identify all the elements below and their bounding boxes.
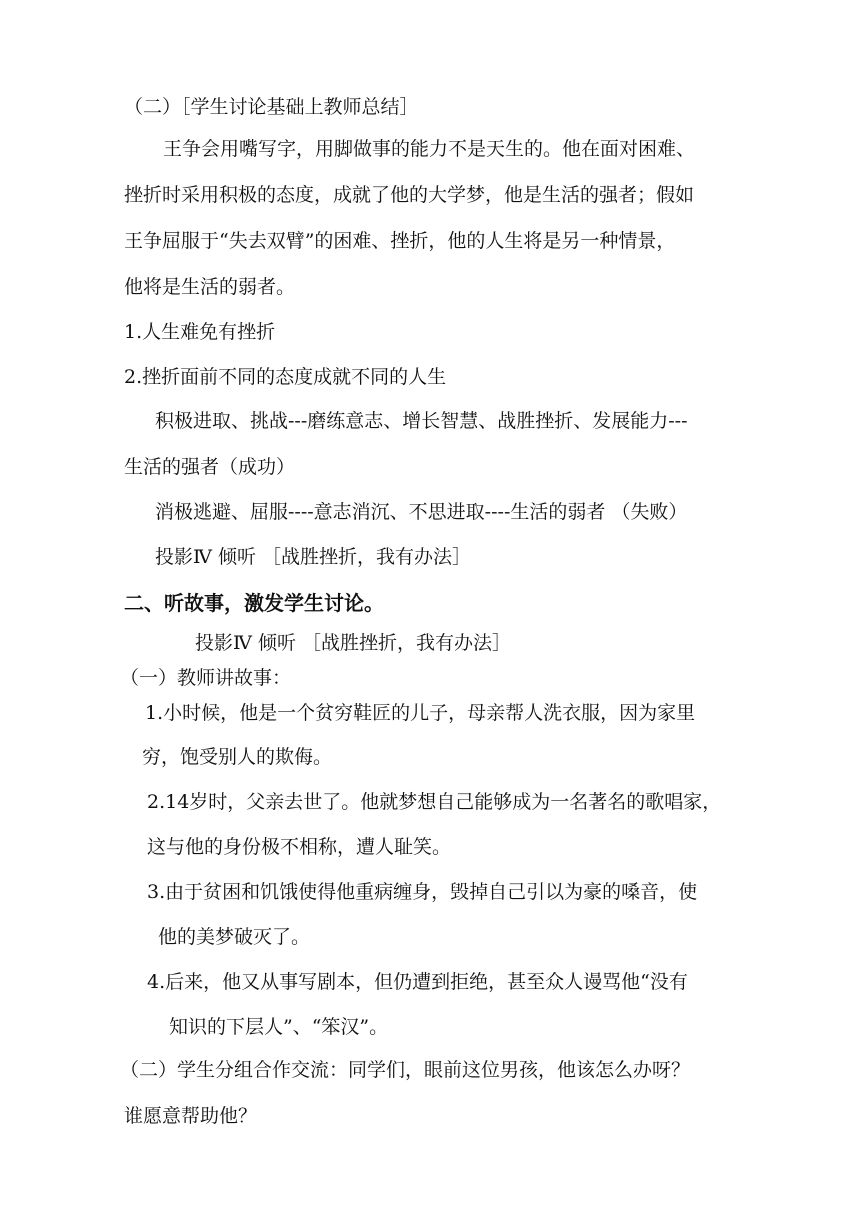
paragraph-line: 他将是生活的弱者。 [124,276,296,298]
projection-note: 投影Ⅳ 倾听 ［战胜挫折，我有办法］ [155,546,472,568]
list-item: 2.挫折面前不同的态度成就不同的人生 [124,366,447,388]
story-item: 1.小时候，他是一个贫穷鞋匠的儿子，母亲帮人洗衣服，因为家里 [145,702,696,724]
story-item: 2.14岁时，父亲去世了。他就梦想自己能够成为一名著名的歌唱家， [147,791,722,813]
story-item-continued: 他的美梦破灭了。 [158,926,311,948]
subsection-heading: （二）［学生讨论基础上教师总结］ [124,96,419,118]
paragraph-line: 生活的强者（成功） [124,456,296,478]
paragraph-line: 谁愿意帮助他？ [124,1105,258,1127]
paragraph-line: 王争会用嘴写字，用脚做事的能力不是天生的。他在面对困难、 [163,138,696,160]
story-item-continued: 知识的下层人”、“笨汉”。 [169,1016,389,1038]
projection-note: 投影Ⅳ 倾听 ［战胜挫折，我有办法］ [195,632,512,654]
story-item: 3.由于贫困和饥饿使得他重病缠身，毁掉自己引以为豪的嗓音，使 [147,881,698,903]
paragraph-line: 消极逃避、屈服----意志消沉、不思进取----生活的弱者 （失败） [155,501,688,523]
list-item: 1.人生难免有挫折 [124,321,276,343]
story-item-continued: 穷，饱受别人的欺侮。 [142,746,333,768]
paragraph-line: 王争屈服于“失去双臂”的困难、挫折，他的人生将是另一种情景， [124,230,676,252]
paragraph-line: 挫折时采用积极的态度，成就了他的大学梦，他是生活的强者；假如 [124,184,695,206]
paragraph-line: 积极进取、挑战---磨练意志、增长智慧、战胜挫折、发展能力--- [155,410,688,432]
section-heading: 二、听故事，激发学生讨论。 [124,591,384,615]
subsection-heading: （一）教师讲故事： [120,667,292,689]
subsection-heading: （二）学生分组合作交流：同学们，眼前这位男孩，他该怎么办呀？ [120,1059,691,1081]
story-item-continued: 这与他的身份极不相称，遭人耻笑。 [147,836,452,858]
story-item: 4.后来，他又从事写剧本，但仍遭到拒绝，甚至众人谩骂他“没有 [147,971,688,993]
